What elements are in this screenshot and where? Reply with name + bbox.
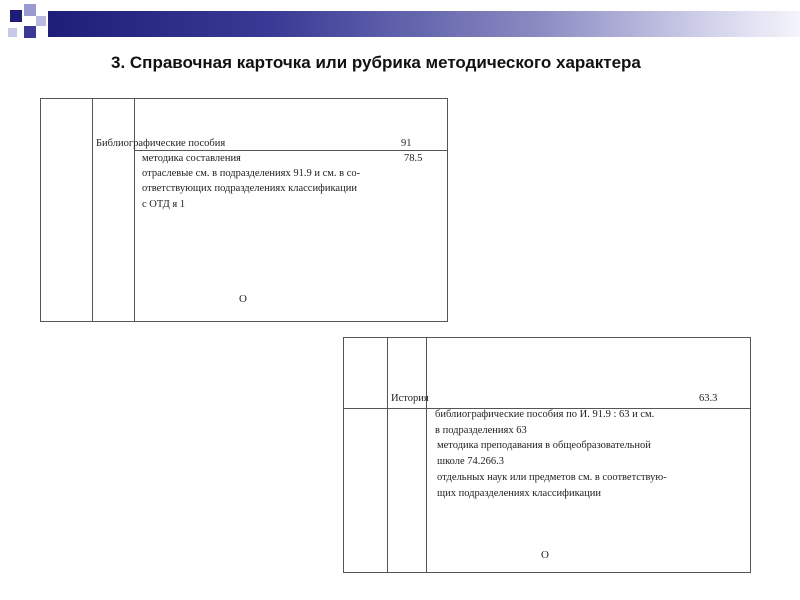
card-line: щих подразделениях классификации bbox=[437, 488, 602, 499]
decor-square-light bbox=[8, 28, 17, 37]
card-line: с ОТД я 1 bbox=[142, 199, 186, 210]
catalog-card-2 bbox=[343, 337, 751, 573]
slide-title: 3. Справочная карточка или рубрика методического характера bbox=[111, 53, 641, 72]
card-heading: История bbox=[391, 393, 429, 404]
slide-header-decoration bbox=[0, 0, 800, 45]
card-line-number: 78.5 bbox=[404, 153, 423, 164]
card-line: отраслевые см. в подразделениях 91.9 и см. в со- bbox=[142, 168, 361, 179]
card-line: в подразделениях 63 bbox=[435, 425, 527, 436]
decor-square-light bbox=[36, 16, 46, 26]
card-hole: О bbox=[541, 549, 549, 561]
card-margin-line bbox=[426, 338, 427, 572]
card-margin-line bbox=[387, 338, 388, 572]
card-line: ответствующих подразделениях классификации bbox=[142, 183, 357, 194]
decor-square-dark bbox=[10, 10, 22, 22]
card-hole: О bbox=[239, 293, 247, 305]
header-gradient-bar bbox=[48, 11, 800, 37]
card-line: отдельных наук или предметов см. в соответствую- bbox=[437, 472, 667, 483]
card-heading-number: 63.3 bbox=[699, 393, 718, 404]
card-line: библиографические пособия по И. 91.9 : 63 и см. bbox=[435, 409, 655, 420]
card-margin-line bbox=[134, 99, 135, 321]
card-margin-line bbox=[92, 99, 93, 321]
card-heading-number: 91 bbox=[401, 138, 412, 149]
card-line: методика составления bbox=[142, 153, 241, 164]
decor-square-dark bbox=[24, 26, 36, 38]
card-heading: Библиографические пособия bbox=[96, 138, 226, 149]
card-line: школе 74.266.3 bbox=[437, 456, 505, 467]
decor-square-light bbox=[24, 4, 36, 16]
card-line: методика преподавания в общеобразовательной bbox=[437, 440, 651, 451]
catalog-card-1 bbox=[40, 98, 448, 322]
